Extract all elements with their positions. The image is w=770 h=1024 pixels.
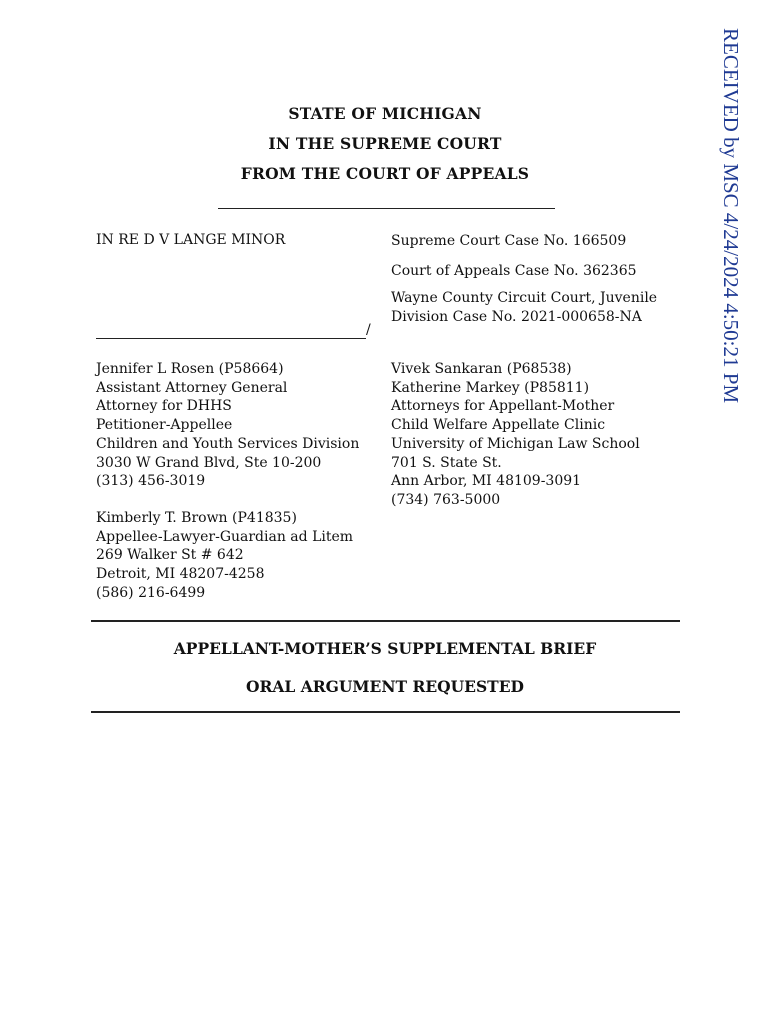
appellant-line: Attorneys for Appellant-Mother (391, 398, 615, 415)
guardian-line: 269 Walker St # 642 (96, 547, 244, 564)
guardian-line: Kimberly T. Brown (P41835) (96, 510, 297, 526)
petitioner-line: Assistant Attorney General (96, 379, 288, 396)
caption-rule (96, 338, 366, 339)
guardian-line: Detroit, MI 48207-4258 (96, 566, 265, 583)
heading-state: STATE OF MICHIGAN (288, 104, 482, 123)
appellant-line: Katherine Markey (P85811) (391, 379, 590, 396)
oral-argument-notice: ORAL ARGUMENT REQUESTED (246, 677, 524, 696)
appellant-line: University of Michigan Law School (391, 435, 640, 452)
appellant-counsel-block (391, 360, 640, 510)
petitioner-line: Attorney for DHHS (96, 398, 232, 415)
supreme-court-case-number: Supreme Court Case No. 166509 (391, 233, 627, 249)
petitioner-line: (313) 456-3019 (96, 473, 206, 490)
petitioner-counsel-block (96, 360, 359, 491)
petitioner-line: Children and Youth Services Division (96, 435, 360, 452)
brief-title: APPELLANT-MOTHER’S SUPPLEMENTAL BRIEF (173, 639, 597, 658)
guardian-line: Appellee-Lawyer-Guardian ad Litem (96, 528, 354, 545)
heading-appeals: FROM THE COURT OF APPEALS (240, 164, 530, 183)
appellant-line: Vivek Sankaran (P68538) (391, 361, 572, 377)
guardian-line: (586) 216-6499 (96, 584, 206, 601)
received-stamp: RECEIVED by MSC 4/24/2024 4:50:21 PM (719, 28, 743, 404)
title-top-rule (91, 620, 680, 622)
appellant-line: Ann Arbor, MI 48109-3091 (391, 473, 582, 490)
case-name: IN RE D V LANGE MINOR (96, 232, 286, 248)
court-of-appeals-case-number: Court of Appeals Case No. 362365 (391, 263, 637, 279)
petitioner-line: Jennifer L Rosen (P58664) (96, 361, 284, 377)
heading-court: IN THE SUPREME COURT (268, 134, 502, 153)
heading-divider (218, 208, 555, 209)
petitioner-line: Petitioner-Appellee (96, 417, 233, 434)
petitioner-line: 3030 W Grand Blvd, Ste 10-200 (96, 454, 322, 471)
appellant-line: Child Welfare Appellate Clinic (391, 417, 606, 434)
caption-slash: / (366, 322, 371, 338)
appellant-line: (734) 763-5000 (391, 491, 501, 508)
title-bottom-rule (91, 711, 680, 713)
circuit-court-case-number: Wayne County Circuit Court, Juvenile Division Case No. 2021-000658-NA (391, 290, 658, 325)
guardian-counsel-block (96, 509, 353, 603)
appellant-line: 701 S. State St. (391, 454, 502, 471)
